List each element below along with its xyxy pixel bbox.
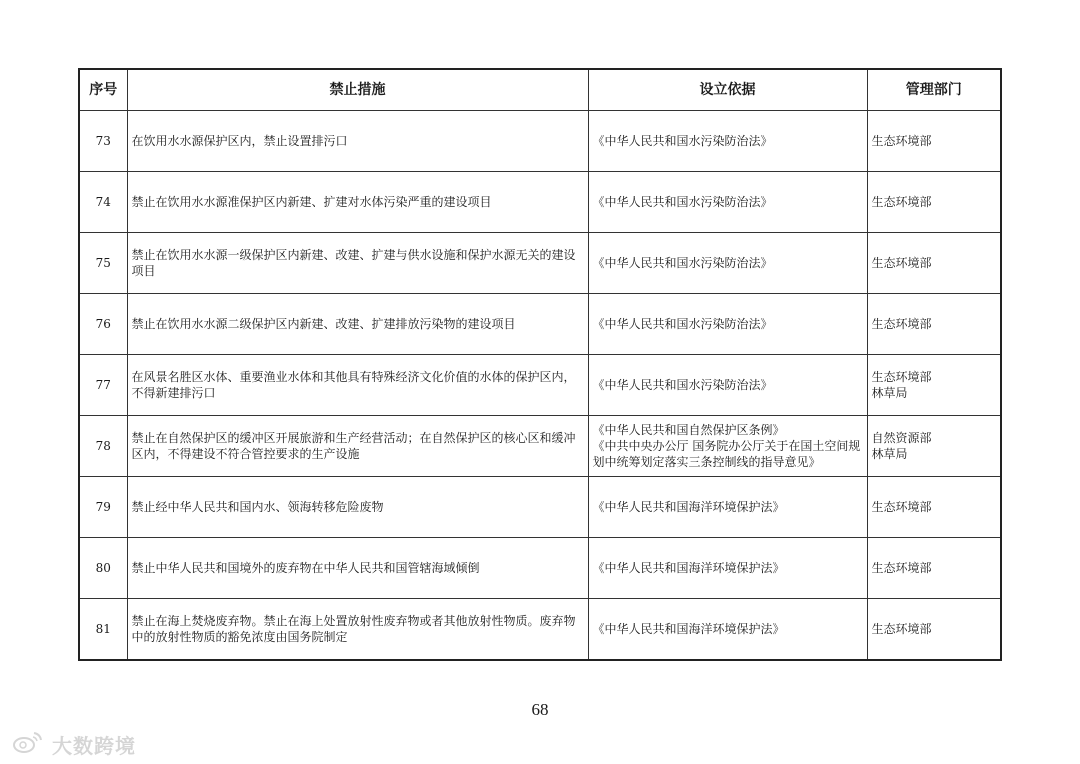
header-dept: 管理部门 — [867, 69, 1001, 111]
managing-department — [867, 599, 1001, 661]
table-row — [79, 355, 1001, 416]
department-line: 自然资源部 — [871, 431, 932, 445]
row-number: 76 — [79, 294, 127, 355]
legal-basis-line: 《中华人民共和国自然保护区条例》 — [592, 423, 785, 437]
department-line: 生态环境部 — [871, 370, 932, 384]
department-line: 林草局 — [871, 386, 908, 400]
legal-basis — [588, 599, 867, 661]
managing-department — [867, 111, 1001, 172]
header-basis: 设立依据 — [588, 69, 867, 111]
legal-basis — [588, 477, 867, 538]
row-number: 77 — [79, 355, 127, 416]
managing-department — [867, 477, 1001, 538]
legal-basis-line: 《中华人民共和国水污染防治法》 — [592, 195, 773, 209]
watermark — [12, 730, 136, 758]
header-measure: 禁止措施 — [127, 69, 588, 111]
table-row — [79, 233, 1001, 294]
prohibition-measure: 禁止在饮用水水源二级保护区内新建、改建、扩建排放污染物的建设项目 — [127, 294, 588, 355]
managing-department — [867, 538, 1001, 599]
department-line: 生态环境部 — [871, 317, 932, 331]
table-row — [79, 416, 1001, 477]
managing-department — [867, 416, 1001, 477]
table-row — [79, 538, 1001, 599]
row-number: 73 — [79, 111, 127, 172]
table-row — [79, 599, 1001, 661]
row-number: 79 — [79, 477, 127, 538]
legal-basis — [588, 416, 867, 477]
legal-basis — [588, 538, 867, 599]
page-number: 68 — [531, 700, 549, 719]
legal-basis-line: 《中华人民共和国海洋环境保护法》 — [592, 500, 785, 514]
regulation-table-sheet — [78, 68, 1000, 678]
department-line: 林草局 — [871, 447, 908, 461]
row-number: 75 — [79, 233, 127, 294]
prohibition-measure: 禁止经中华人民共和国内水、领海转移危险废物 — [127, 477, 588, 538]
managing-department — [867, 355, 1001, 416]
legal-basis — [588, 172, 867, 233]
legal-basis — [588, 233, 867, 294]
legal-basis-line: 《中华人民共和国海洋环境保护法》 — [592, 622, 785, 636]
prohibition-measure: 在风景名胜区水体、重要渔业水体和其他具有特殊经济文化价值的水体的保护区内，不得新建排污口 — [127, 355, 588, 416]
legal-basis-line: 《中华人民共和国水污染防治法》 — [592, 134, 773, 148]
legal-basis — [588, 294, 867, 355]
watermark-text: 大数跨境 — [52, 733, 136, 758]
legal-basis-line: 《中华人民共和国水污染防治法》 — [592, 378, 773, 392]
managing-department — [867, 172, 1001, 233]
table-row — [79, 294, 1001, 355]
row-number: 81 — [79, 599, 127, 661]
department-line: 生态环境部 — [871, 256, 932, 270]
managing-department — [867, 233, 1001, 294]
legal-basis-line: 《中华人民共和国水污染防治法》 — [592, 317, 773, 331]
legal-basis — [588, 355, 867, 416]
prohibition-measure: 禁止在海上焚烧废弃物。禁止在海上处置放射性废弃物或者其他放射性物质。废弃物中的放射性物质的豁免浓度由国务院制定 — [127, 599, 588, 661]
department-line: 生态环境部 — [871, 561, 932, 575]
prohibited-measures-table — [78, 68, 1002, 661]
prohibition-measure: 在饮用水水源保护区内，禁止设置排污口 — [127, 111, 588, 172]
legal-basis — [588, 111, 867, 172]
department-line: 生态环境部 — [871, 195, 932, 209]
weibo-logo-icon — [12, 729, 46, 759]
header-num: 序号 — [79, 69, 127, 111]
department-line: 生态环境部 — [871, 622, 932, 636]
table-row — [79, 111, 1001, 172]
prohibition-measure: 禁止在自然保护区的缓冲区开展旅游和生产经营活动；在自然保护区的核心区和缓冲区内，不得建设不符合管控要求的生产设施 — [127, 416, 588, 477]
legal-basis-line: 《中华人民共和国水污染防治法》 — [592, 256, 773, 270]
prohibition-measure: 禁止在饮用水水源准保护区内新建、扩建对水体污染严重的建设项目 — [127, 172, 588, 233]
managing-department — [867, 294, 1001, 355]
legal-basis-line: 《中华人民共和国海洋环境保护法》 — [592, 561, 785, 575]
prohibition-measure: 禁止在饮用水水源一级保护区内新建、改建、扩建与供水设施和保护水源无关的建设项目 — [127, 233, 588, 294]
table-row — [79, 477, 1001, 538]
department-line: 生态环境部 — [871, 134, 932, 148]
table-header-row — [79, 69, 1001, 111]
department-line: 生态环境部 — [871, 500, 932, 514]
prohibition-measure: 禁止中华人民共和国境外的废弃物在中华人民共和国管辖海域倾倒 — [127, 538, 588, 599]
row-number: 80 — [79, 538, 127, 599]
table-row — [79, 172, 1001, 233]
legal-basis-line: 《中共中央办公厅 国务院办公厅关于在国土空间规划中统筹划定落实三条控制线的指导意见》 — [592, 439, 861, 469]
row-number: 78 — [79, 416, 127, 477]
row-number: 74 — [79, 172, 127, 233]
